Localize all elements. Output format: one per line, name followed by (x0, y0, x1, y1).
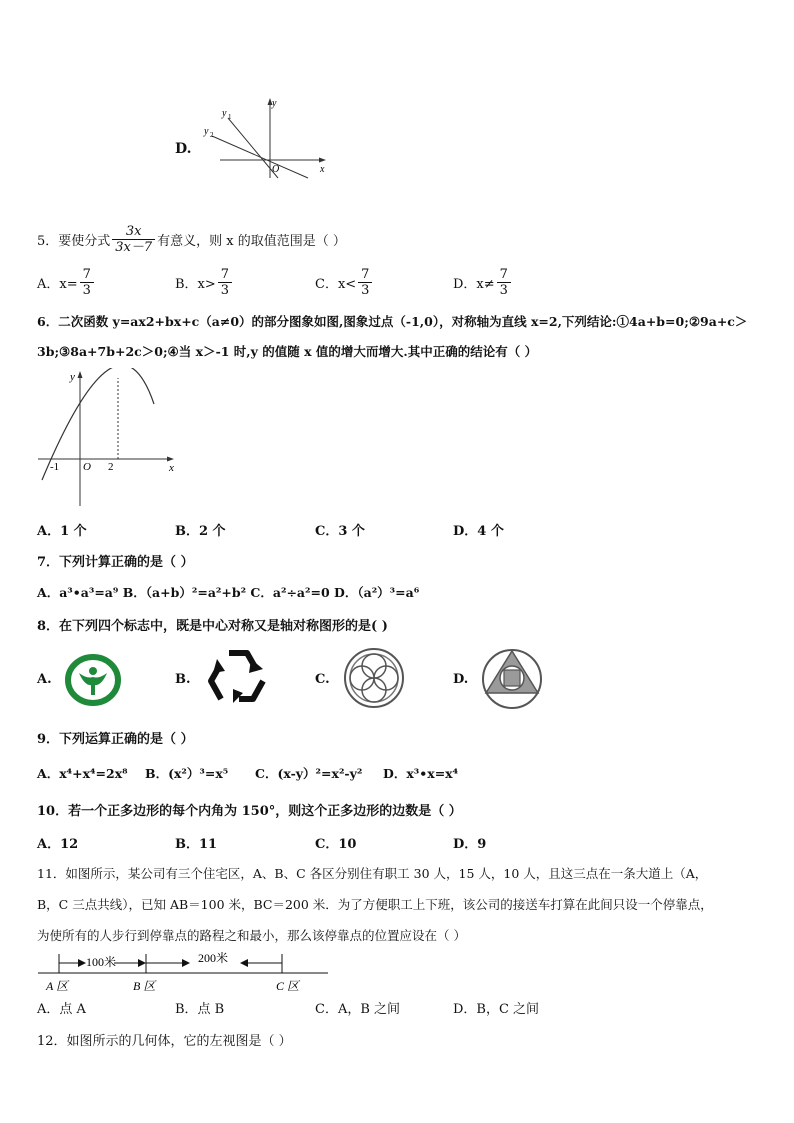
q10-option-a: A．12 (37, 837, 79, 852)
q5-stem (37, 224, 346, 255)
q8-label-a: A. (37, 672, 52, 687)
q8-label-c: C. (315, 672, 330, 687)
q11-option-b: B．点 B (175, 1002, 225, 1017)
q10-stem: 10．若一个正多边形的每个内角为 150°，则这个正多边形的边数是（ ） (37, 804, 462, 819)
q9-option-b: B．(x²）³=x⁵ (145, 766, 229, 781)
q7-stem: 7．下列计算正确的是（ ） (37, 555, 194, 570)
q11-option-c: C．A，B 之间 (315, 1002, 401, 1017)
q4-line-graph (198, 96, 333, 180)
q4-y-axis-label: y (272, 98, 277, 109)
q8-label-b: B. (175, 672, 191, 687)
q6-option-c: C．3 个 (315, 524, 365, 539)
q8-logo-d-triangle-in-circle (480, 645, 544, 711)
q4-y1-label: y (222, 108, 227, 119)
q5-option-b: B．x> $\frac{7}{3}$ (175, 267, 234, 298)
q6-parabola-graph (36, 368, 181, 508)
q9-option-c: C．(x-y）²=x²-y² (255, 766, 363, 781)
q8-logo-c-circle-petals (342, 647, 406, 709)
q11-stem-line3: 为使所有的人步行到停靠点的路程之和最小，那么该停靠点的位置应设在（ ） (37, 928, 466, 943)
q4-origin-label: O (272, 164, 280, 175)
q11-ab-distance: 100米 (86, 955, 117, 969)
q5-frac-den: 3x－7 (112, 239, 155, 255)
q6-origin-label: O (83, 461, 91, 473)
q6-option-b: B．2 个 (175, 524, 226, 539)
q11-stem-line2: B，C 三点共线），已知 AB＝100 米，BC＝200 米．为了方便职工上下班，该公司的接送车打算在此间只设一个停靠点， (37, 897, 713, 912)
q5-option-c: C．x< $\frac{7}{3}$ (315, 267, 374, 298)
q11-option-d: D．B，C 之间 (453, 1002, 540, 1017)
q8-logo-b-recycle-icon (205, 645, 271, 707)
q6-option-d: D．4 个 (453, 524, 504, 539)
q6-option-a: A．1 个 (37, 524, 87, 539)
q11-bc-distance: 200米 (198, 951, 229, 965)
q11-point-a: A 区 (46, 979, 69, 993)
q5-stem-pre: 5．要使分式 (37, 234, 111, 249)
q10-option-c: C．10 (315, 837, 357, 852)
q12-stem: 12．如图所示的几何体，它的左视图是（ ） (37, 1034, 292, 1049)
q4-y1-subscript: 1 (228, 113, 232, 121)
q4-option-d-label: D. (175, 141, 192, 157)
q4-y2-subscript: 2 (210, 131, 214, 139)
q10-option-d: D．9 (453, 837, 487, 852)
q9-option-a: A．x⁴+x⁴=2x⁸ (37, 766, 128, 781)
q6-stem-line1: 6．二次函数 y=ax2+bx+c（a≠0）的部分图象如图,图象过点（-1,0），对称轴为直线 x=2,下列结论:①4a+b=0;②9a+c＞ (37, 314, 748, 329)
q11-point-b: B 区 (133, 979, 156, 993)
q7-options: A．a³•a³=a⁹ B．（a+b）²=a²+b² C．a²÷a²=0 D．（a²）³=a⁶ (37, 585, 420, 600)
q5-option-a: A．x= $\frac{7}{3}$ (37, 267, 96, 298)
q5-option-d: D．x≠ $\frac{7}{3}$ (453, 267, 513, 298)
q5-frac-num: 3x (125, 224, 142, 239)
q6-x-axis-label: x (169, 462, 174, 474)
q5-fraction (112, 224, 155, 255)
q11-option-a: A．点 A (37, 1002, 86, 1017)
q11-distance-diagram (36, 946, 332, 996)
q9-stem: 9．下列运算正确的是（ ） (37, 732, 194, 747)
q6-y-axis-label: y (70, 371, 75, 383)
q11-stem-line1: 11．如图所示，某公司有三个住宅区，A、B、C 各区分别住有职工 30 人，15 人，10 人，且这三点在一条大道上（A， (37, 866, 708, 881)
q5-stem-post: 有意义，则 x 的取值范围是（ ） (157, 234, 346, 249)
q8-stem: 8．在下列四个标志中，既是中心对称又是轴对称图形的是( ) (37, 619, 388, 634)
q9-option-d: D．x³•x=x⁴ (383, 766, 459, 781)
q6-tick-neg1: -1 (50, 461, 60, 473)
q6-tick-2: 2 (108, 461, 114, 473)
q8-label-d: D. (453, 672, 469, 687)
q6-stem-line2: 3b;③8a+7b+2c＞0;④当 x＞-1 时,y 的值随 x 值的增大而增大.其中正确的结论有（ ） (37, 344, 538, 359)
q11-point-c: C 区 (276, 979, 300, 993)
q8-logo-a-green-emblem (65, 653, 121, 707)
q4-y2-label: y (204, 126, 209, 137)
q10-option-b: B．11 (175, 837, 218, 852)
q4-x-axis-label: x (320, 164, 325, 175)
